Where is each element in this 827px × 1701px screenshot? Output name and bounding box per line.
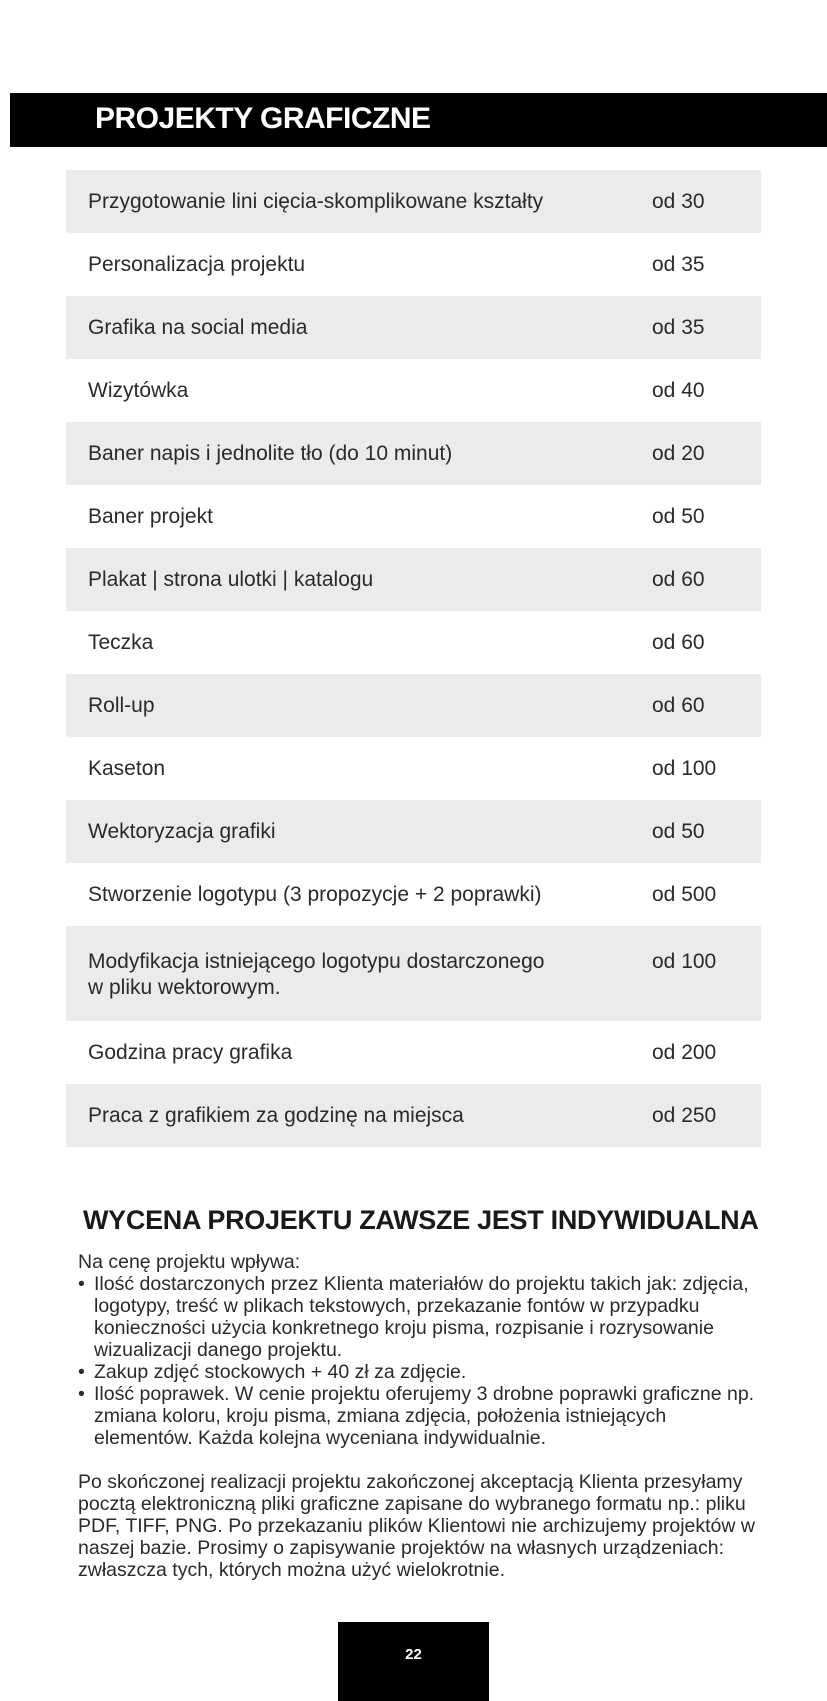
service-name: Roll-up [88, 693, 155, 717]
service-name: Stworzenie logotypu (3 propozycje + 2 poprawki) [88, 882, 542, 906]
price-row [66, 170, 761, 233]
service-name: Teczka [88, 630, 154, 654]
pricing-description [78, 1251, 758, 1581]
service-price: od 60 [652, 693, 705, 717]
price-row [66, 485, 761, 548]
pricing-intro: Na cenę projektu wpływa: [78, 1251, 301, 1273]
service-price: od 35 [652, 252, 705, 276]
service-name: Grafika na social media [88, 315, 308, 339]
service-price: od 50 [652, 504, 705, 528]
list-item: • Ilość poprawek. W cenie projektu oferujemy 3 drobne poprawki graficzne np. zmiana koloru, kroju pisma, zmiana zdjęcia, położenia istniejących elementów. Każda kolejna wyceniana indywidualnie. [78, 1383, 758, 1449]
service-price: od 35 [652, 315, 705, 339]
service-name-line: Modyfikacja istniejącego logotypu dostarczonego [88, 950, 545, 973]
price-table [66, 170, 761, 1147]
service-name: Baner projekt [88, 504, 213, 528]
price-row [66, 737, 761, 800]
price-row [66, 233, 761, 296]
price-row [66, 548, 761, 611]
service-name: Plakat | strona ulotki | katalogu [88, 567, 374, 591]
price-row [66, 863, 761, 926]
service-name: Baner napis i jednolite tło (do 10 minut) [88, 441, 453, 465]
section-title-projekty: PROJEKTY GRAFICZNE [95, 102, 431, 135]
price-row [66, 422, 761, 485]
service-price: od 250 [652, 1103, 717, 1127]
service-name [66, 926, 652, 1001]
price-row [66, 611, 761, 674]
price-row [66, 296, 761, 359]
service-name: Godzina pracy grafika [88, 1040, 293, 1064]
pricing-section-title: WYCENA PROJEKTU ZAWSZE JEST INDYWIDUALNA [83, 1205, 759, 1235]
service-name: Praca z grafikiem za godzinę na miejsca [88, 1103, 464, 1127]
price-row [66, 926, 761, 1021]
pricing-factors-list [78, 1273, 758, 1449]
pricing-closing-paragraph: Po skończonej realizacji projektu zakończonej akceptacją Klienta przesyłamy pocztą elektroniczną pliki graficzne zapisane do wybranego formatu np.: pliku PDF, TIFF, PNG. Po przekazaniu plików Klientowi nie archizujemy projektów w naszej bazie. Prosimy o zapisywanie projektów na własnych urządzeniach: zwłaszcza tych, których można użyć wielokrotnie. [78, 1471, 755, 1581]
service-price: od 60 [652, 567, 705, 591]
price-row [66, 674, 761, 737]
service-name-line: w pliku wektorowym. [88, 976, 281, 999]
service-price: od 20 [652, 441, 705, 465]
service-price: od 200 [652, 1040, 717, 1064]
service-price: od 50 [652, 819, 705, 843]
service-name: Wizytówka [88, 378, 189, 402]
section-header-bar [10, 93, 827, 147]
price-row [66, 1084, 761, 1147]
price-row [66, 800, 761, 863]
service-price: od 100 [652, 756, 717, 780]
service-name: Wektoryzacja grafiki [88, 819, 276, 843]
price-row [66, 359, 761, 422]
service-price: od 500 [652, 882, 717, 906]
list-item: • Zakup zdjęć stockowych + 40 zł za zdjęcie. [78, 1361, 758, 1383]
service-name: Personalizacja projektu [88, 252, 306, 276]
page-number-box [338, 1622, 489, 1701]
price-row [66, 1021, 761, 1084]
list-item: • Ilość dostarczonych przez Klienta materiałów do projektu takich jak: zdjęcia, logotypy, treść w plikach tekstowych, przekazanie fontów w przypadku konieczności użycia konkretnego kroju pisma, rozpisanie i rozrysowanie wizualizacji danego projektu. [78, 1273, 758, 1361]
service-price: od 60 [652, 630, 705, 654]
service-price: od 40 [652, 378, 705, 402]
service-price: od 30 [652, 189, 705, 213]
service-name: Kaseton [88, 756, 166, 780]
service-name: Przygotowanie lini cięcia-skomplikowane kształty [88, 189, 544, 213]
page-number: 22 [405, 1646, 422, 1663]
service-price: od 100 [652, 950, 717, 973]
